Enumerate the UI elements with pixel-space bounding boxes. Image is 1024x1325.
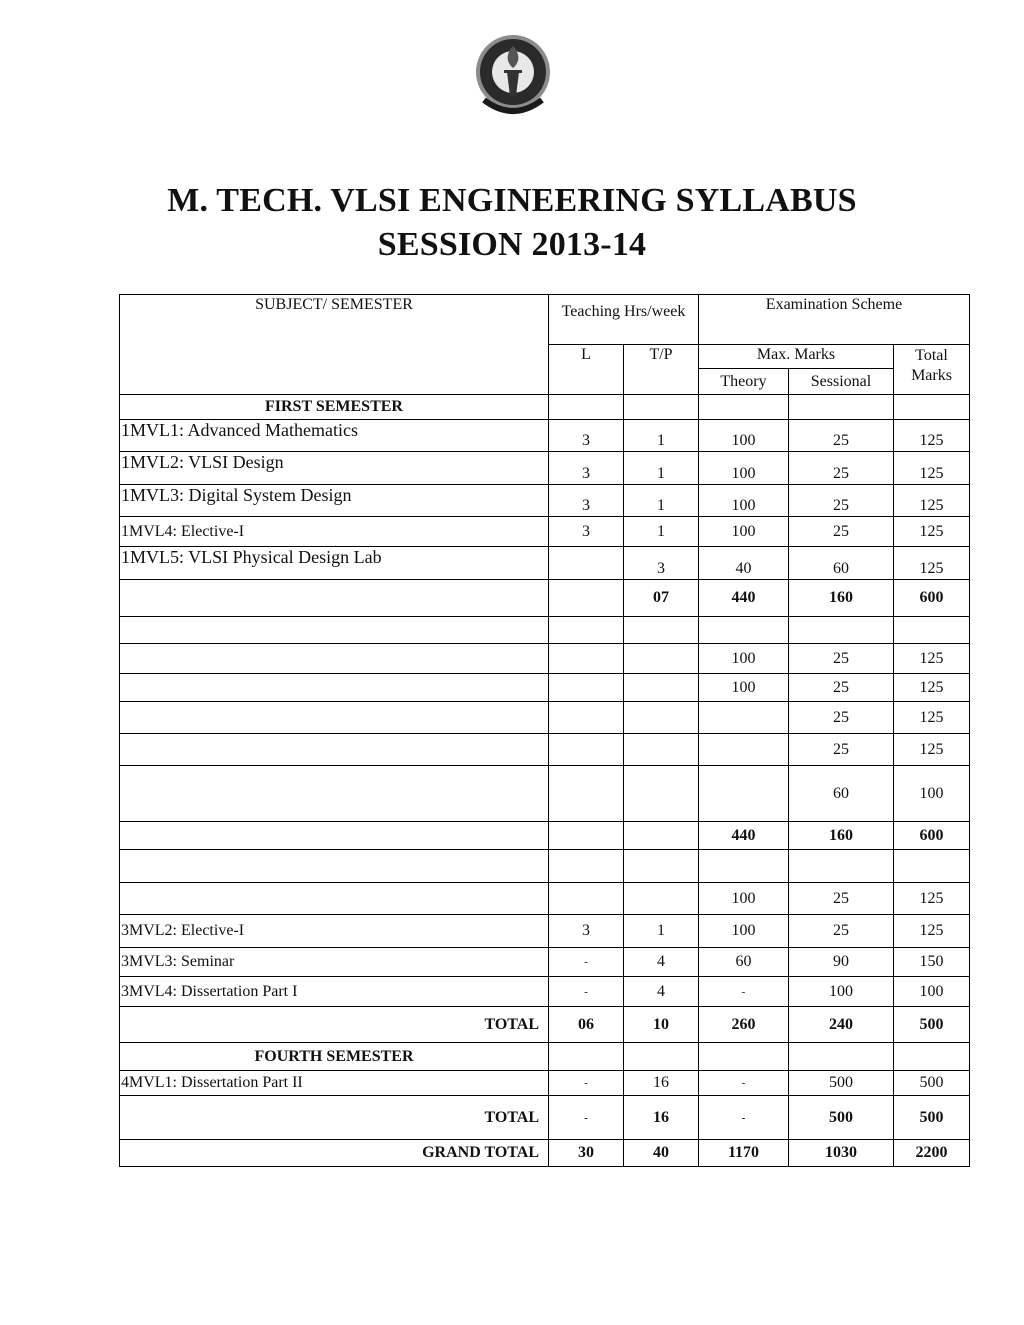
header-row-1 xyxy=(120,295,970,345)
table-row xyxy=(120,517,970,547)
cell-l: - xyxy=(549,1096,624,1140)
subject-cell: 1MVL1: Advanced Mathematics xyxy=(120,420,549,452)
cell-total: 100 xyxy=(894,766,970,822)
cell-theory xyxy=(699,617,789,644)
cell-theory: - xyxy=(699,1096,789,1140)
table-row xyxy=(120,915,970,948)
table-row xyxy=(120,1096,970,1140)
cell-tp xyxy=(624,734,699,766)
cell-total: 125 xyxy=(894,452,970,485)
cell-sessional: 500 xyxy=(789,1071,894,1096)
cell-tp xyxy=(624,1043,699,1071)
cell-theory: 100 xyxy=(699,674,789,702)
table-row xyxy=(120,485,970,517)
table-row xyxy=(120,850,970,883)
cell-tp: 1 xyxy=(624,485,699,517)
cell-theory xyxy=(699,702,789,734)
cell-theory xyxy=(699,734,789,766)
cell-total: 125 xyxy=(894,915,970,948)
cell-tp xyxy=(624,395,699,420)
header-sessional: Sessional xyxy=(789,369,894,395)
cell-theory xyxy=(699,395,789,420)
table-row xyxy=(120,395,970,420)
cell-total xyxy=(894,1043,970,1071)
header-theory: Theory xyxy=(699,369,789,395)
subject-cell xyxy=(120,580,549,617)
cell-l: 3 xyxy=(549,517,624,547)
cell-sessional: 25 xyxy=(789,674,894,702)
cell-l: - xyxy=(549,977,624,1007)
cell-sessional: 100 xyxy=(789,977,894,1007)
subject-cell: 3MVL2: Elective-I xyxy=(120,915,549,948)
cell-l: 06 xyxy=(549,1007,624,1043)
cell-l: 3 xyxy=(549,485,624,517)
table-row xyxy=(120,822,970,850)
subject-cell xyxy=(120,674,549,702)
table-row xyxy=(120,1140,970,1167)
subject-cell xyxy=(120,850,549,883)
cell-sessional: 25 xyxy=(789,915,894,948)
subject-cell: FOURTH SEMESTER xyxy=(120,1043,549,1071)
subject-cell xyxy=(120,822,549,850)
subject-cell: 1MVL4: Elective-I xyxy=(120,517,549,547)
cell-sessional xyxy=(789,617,894,644)
cell-total: 100 xyxy=(894,977,970,1007)
header-tp: T/P xyxy=(624,345,699,395)
cell-tp: 1 xyxy=(624,420,699,452)
subject-cell xyxy=(120,883,549,915)
subject-cell: 1MVL3: Digital System Design xyxy=(120,485,549,517)
cell-sessional: 25 xyxy=(789,452,894,485)
cell-total: 125 xyxy=(894,674,970,702)
cell-sessional: 25 xyxy=(789,517,894,547)
cell-sessional: 25 xyxy=(789,644,894,674)
cell-l xyxy=(549,395,624,420)
cell-l xyxy=(549,734,624,766)
cell-tp xyxy=(624,850,699,883)
cell-l xyxy=(549,883,624,915)
cell-tp: 4 xyxy=(624,977,699,1007)
table-row xyxy=(120,1071,970,1096)
cell-l: 30 xyxy=(549,1140,624,1167)
cell-sessional: 25 xyxy=(789,702,894,734)
table-row xyxy=(120,734,970,766)
cell-sessional: 60 xyxy=(789,766,894,822)
subject-cell: 1MVL2: VLSI Design xyxy=(120,452,549,485)
cell-theory: - xyxy=(699,1071,789,1096)
cell-theory: 100 xyxy=(699,517,789,547)
cell-l: - xyxy=(549,1071,624,1096)
header-l: L xyxy=(549,345,624,395)
cell-total: 125 xyxy=(894,644,970,674)
cell-sessional xyxy=(789,395,894,420)
cell-sessional: 25 xyxy=(789,883,894,915)
cell-sessional: 25 xyxy=(789,420,894,452)
cell-theory: - xyxy=(699,977,789,1007)
cell-total xyxy=(894,617,970,644)
table-row xyxy=(120,1007,970,1043)
cell-total: 125 xyxy=(894,517,970,547)
cell-sessional: 240 xyxy=(789,1007,894,1043)
cell-tp: 40 xyxy=(624,1140,699,1167)
cell-l xyxy=(549,850,624,883)
cell-theory: 100 xyxy=(699,452,789,485)
document-title: M. TECH. VLSI ENGINEERING SYLLABUS xyxy=(167,182,857,219)
header-teaching: Teaching Hrs/week xyxy=(549,295,699,345)
cell-l: 3 xyxy=(549,452,624,485)
subject-cell xyxy=(120,766,549,822)
cell-theory: 1170 xyxy=(699,1140,789,1167)
cell-sessional: 60 xyxy=(789,547,894,580)
cell-total: 500 xyxy=(894,1096,970,1140)
table-row xyxy=(120,977,970,1007)
cell-theory: 100 xyxy=(699,420,789,452)
cell-total xyxy=(894,850,970,883)
cell-total: 125 xyxy=(894,702,970,734)
cell-theory: 60 xyxy=(699,948,789,977)
cell-theory: 440 xyxy=(699,822,789,850)
cell-sessional: 25 xyxy=(789,485,894,517)
cell-sessional xyxy=(789,1043,894,1071)
cell-theory: 40 xyxy=(699,547,789,580)
table-row xyxy=(120,766,970,822)
subject-cell xyxy=(120,644,549,674)
cell-theory xyxy=(699,850,789,883)
cell-l xyxy=(549,1043,624,1071)
cell-l xyxy=(549,644,624,674)
table-row xyxy=(120,1043,970,1071)
cell-l: 3 xyxy=(549,420,624,452)
cell-total: 125 xyxy=(894,547,970,580)
cell-total: 150 xyxy=(894,948,970,977)
subject-cell: GRAND TOTAL xyxy=(120,1140,549,1167)
table-row xyxy=(120,547,970,580)
cell-total: 500 xyxy=(894,1071,970,1096)
cell-total: 125 xyxy=(894,734,970,766)
table-row xyxy=(120,702,970,734)
cell-total xyxy=(894,395,970,420)
table-row xyxy=(120,452,970,485)
university-logo xyxy=(474,26,552,120)
subject-cell: 3MVL4: Dissertation Part I xyxy=(120,977,549,1007)
cell-tp xyxy=(624,617,699,644)
cell-l: 3 xyxy=(549,915,624,948)
table-row xyxy=(120,674,970,702)
cell-tp xyxy=(624,822,699,850)
subject-cell: 1MVL5: VLSI Physical Design Lab xyxy=(120,547,549,580)
cell-sessional: 25 xyxy=(789,734,894,766)
cell-l xyxy=(549,617,624,644)
cell-tp: 1 xyxy=(624,915,699,948)
cell-tp: 16 xyxy=(624,1096,699,1140)
subject-cell: TOTAL xyxy=(120,1007,549,1043)
cell-total: 600 xyxy=(894,580,970,617)
subject-cell xyxy=(120,702,549,734)
cell-theory: 100 xyxy=(699,485,789,517)
cell-tp: 3 xyxy=(624,547,699,580)
cell-sessional: 160 xyxy=(789,580,894,617)
cell-tp: 1 xyxy=(624,517,699,547)
cell-theory: 100 xyxy=(699,883,789,915)
cell-total: 2200 xyxy=(894,1140,970,1167)
header-total-marks: Total Marks xyxy=(894,345,970,395)
header-subject: SUBJECT/ SEMESTER xyxy=(120,295,549,395)
cell-sessional: 160 xyxy=(789,822,894,850)
table-row xyxy=(120,617,970,644)
table-row xyxy=(120,580,970,617)
cell-tp xyxy=(624,883,699,915)
cell-theory xyxy=(699,1043,789,1071)
header-exam-scheme: Examination Scheme xyxy=(699,295,970,345)
subject-cell xyxy=(120,617,549,644)
cell-theory: 440 xyxy=(699,580,789,617)
cell-sessional: 500 xyxy=(789,1096,894,1140)
cell-total: 125 xyxy=(894,485,970,517)
cell-theory: 100 xyxy=(699,644,789,674)
cell-total: 125 xyxy=(894,883,970,915)
cell-total: 125 xyxy=(894,420,970,452)
cell-l xyxy=(549,547,624,580)
cell-l: - xyxy=(549,948,624,977)
cell-tp: 07 xyxy=(624,580,699,617)
cell-l xyxy=(549,674,624,702)
cell-total: 600 xyxy=(894,822,970,850)
cell-sessional: 90 xyxy=(789,948,894,977)
cell-tp: 16 xyxy=(624,1071,699,1096)
subject-cell xyxy=(120,734,549,766)
header-max-marks: Max. Marks xyxy=(699,345,894,369)
subject-cell: FIRST SEMESTER xyxy=(120,395,549,420)
table-row xyxy=(120,883,970,915)
cell-tp xyxy=(624,644,699,674)
cell-tp: 4 xyxy=(624,948,699,977)
cell-sessional xyxy=(789,850,894,883)
cell-tp: 1 xyxy=(624,452,699,485)
subject-cell: 3MVL3: Seminar xyxy=(120,948,549,977)
cell-tp: 10 xyxy=(624,1007,699,1043)
cell-l xyxy=(549,766,624,822)
cell-tp xyxy=(624,766,699,822)
subject-cell: 4MVL1: Dissertation Part II xyxy=(120,1071,549,1096)
subject-cell: TOTAL xyxy=(120,1096,549,1140)
cell-tp xyxy=(624,674,699,702)
cell-theory: 260 xyxy=(699,1007,789,1043)
syllabus-table xyxy=(119,294,970,1167)
cell-l xyxy=(549,580,624,617)
cell-sessional: 1030 xyxy=(789,1140,894,1167)
document-subtitle: SESSION 2013-14 xyxy=(377,226,647,263)
table-row xyxy=(120,644,970,674)
cell-tp xyxy=(624,702,699,734)
cell-theory: 100 xyxy=(699,915,789,948)
table-row xyxy=(120,948,970,977)
cell-total: 500 xyxy=(894,1007,970,1043)
table-row xyxy=(120,420,970,452)
cell-l xyxy=(549,822,624,850)
cell-theory xyxy=(699,766,789,822)
cell-l xyxy=(549,702,624,734)
